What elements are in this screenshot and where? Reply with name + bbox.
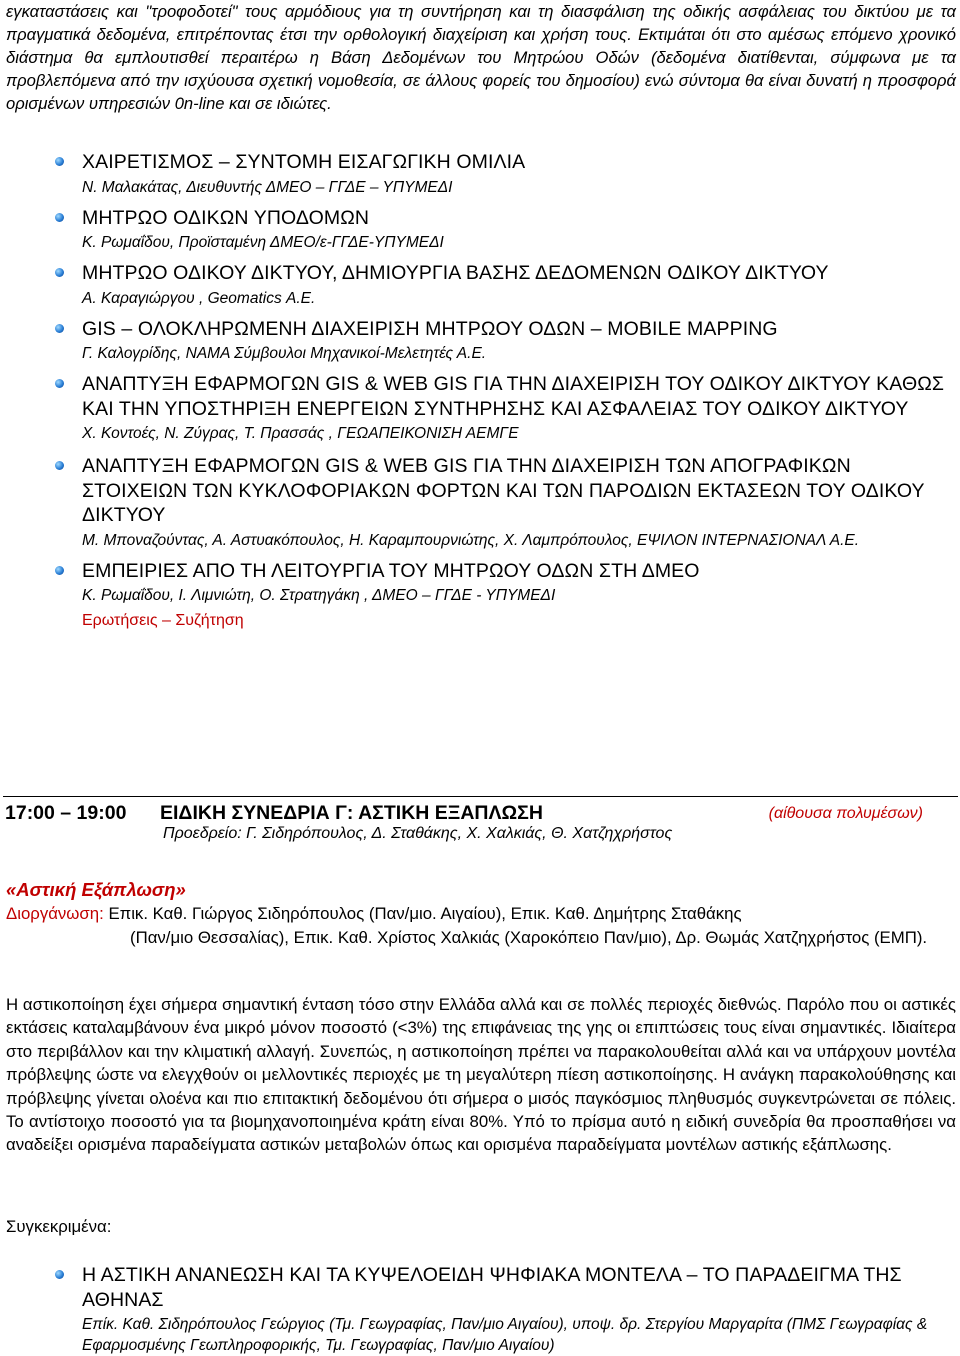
- talk-item: [0, 261, 960, 309]
- talk-item: [0, 206, 960, 254]
- talk-item: [0, 559, 960, 607]
- talk-item: [0, 372, 960, 444]
- bullet-icon: [55, 1270, 64, 1279]
- intro-paragraph: εγκαταστάσεις και "τροφοδοτεί" τους αρμόδιους για τη συντήρηση και τη διασφάλιση της οδικής ασφάλειας του δικτύου με τα πραγματικά δεδομένα, επιτρέποντας έτσι την ορθολογική διαχείριση και χρήση τους. Εκτιμάται ότι στο αμέσως επόμενο χρονικό διάστημα θα εμπλουτισθεί περαιτέρω η Βάση Δεδομένων του Μητρώου Οδών (δεδομένα διατίθενται, σύμφωνα με τα προβλεπόμενα από την ισχύουσα σχετική νομοθεσία, σε άλλους φορείς του δημοσίου) ενώ σύντομα θα είναι δυνατή η προσφορά ορισμένων υπηρεσιών 0n-line και σε ιδιώτες.: [6, 2, 956, 113]
- talk-title: ΑΝΑΠΤΥΞΗ ΕΦΑΡΜΟΓΩΝ GIS & WEB GIS ΓΙΑ ΤΗΝ ΔΙΑΧΕΙΡΙΣΗ ΤΩΝ ΑΠΟΓΡΑΦΙΚΩΝ ΣΤΟΙΧΕΙΩΝ ΤΩΝ ΚΥΚΛΟΦΟΡΙΑΚΩΝ ΦΟΡΤΩΝ ΚΑΙ ΤΩΝ ΠΑΡΟΔΙΩΝ ΕΚΤΑΣΕΩΝ ΤΟΥ ΟΔΙΚΟΥ ΔΙΚΤΥΟΥ: [82, 455, 925, 526]
- bullet-icon: [55, 379, 64, 388]
- talk-title: ΑΝΑΠΤΥΞΗ ΕΦΑΡΜΟΓΩΝ GIS & WEB GIS ΓΙΑ ΤΗΝ ΔΙΑΧΕΙΡΙΣΗ ΤΟΥ ΟΔΙΚΟΥ ΔΙΚΤΥΟΥ ΚΑΘΩΣ ΚΑΙ ΤΗΝ ΥΠΟΣΤΗΡΙΞΗ ΕΝΕΡΓΕΙΩΝ ΣΥΝΤΗΡΗΣΗΣ ΚΑΙ ΑΣΦΑΛΕΙΑΣ ΤΟΥ ΟΔΙΚΟΥ ΔΙΚΤΥΟΥ: [82, 373, 945, 420]
- session1-talk-list: [0, 150, 960, 632]
- bullet-icon: [55, 157, 64, 166]
- talk-title: ΧΑΙΡΕΤΙΣΜΟΣ – ΣΥΝΤΟΜΗ ΕΙΣΑΓΩΓΙΚΗ ΟΜΙΛΙΑ: [82, 151, 526, 173]
- specifically-label: Συγκεκριμένα:: [6, 1217, 112, 1236]
- talk-authors: Επίκ. Καθ. Σιδηρόπουλος Γεώργιος (Τμ. Γεωγραφίας, Παν/μιο Αιγαίου), υποψ. δρ. Στεργίου Μαργαρίτα (ΠΜΣ Γεωγραφίας & Εφαρμοσμένης Γεωπληροφορικής, Τμ. Γεωγραφίας, Παν/μιο Αιγαίου): [82, 1316, 928, 1354]
- talk-item: [0, 150, 960, 198]
- bullet-icon: [55, 324, 64, 333]
- organizers-label: Διοργάνωση:: [6, 904, 104, 923]
- discussion-label: Ερωτήσεις – Συζήτηση: [82, 612, 244, 629]
- session-room: (αίθουσα πολυμέσων): [768, 805, 923, 822]
- organizers-line1: Επικ. Καθ. Γιώργος Σιδηρόπουλος (Παν/μιο. Αιγαίου), Επικ. Καθ. Δημήτρης Σταθάκης: [108, 904, 742, 923]
- talk-authors: Χ. Κοντοές, Ν. Ζύγρας, Τ. Πρασσάς , ΓΕΩΑΠΕΙΚΟΝΙΣΗ ΑΕΜΓΕ: [82, 425, 519, 442]
- session2-talk-list: [0, 1263, 960, 1356]
- organizers-rest: (Παν/μιο Θεσσαλίας), Επικ. Καθ. Χρίστος Χαλκιάς (Χαροκόπειο Παν/μιο), Δρ. Θωμάς Χατζηχρήστος (ΕΜΠ).: [130, 928, 928, 947]
- session-title: ΕΙΔΙΚΗ ΣΥΝΕΔΡΙΑ Γ: ΑΣΤΙΚΗ ΕΞΑΠΛΩΣΗ: [160, 802, 543, 824]
- talk-title: ΜΗΤΡΩΟ ΟΔΙΚΟΥ ΔΙΚΤΥΟΥ, ΔΗΜΙΟΥΡΓΙΑ ΒΑΣΗΣ ΔΕΔΟΜΕΝΩΝ ΟΔΙΚΟΥ ΔΙΚΤΥΟΥ: [82, 262, 829, 284]
- talk-item: [0, 317, 960, 365]
- session-header: [3, 796, 958, 825]
- talk-title: ΕΜΠΕΙΡΙΕΣ ΑΠΟ ΤΗ ΛΕΙΤΟΥΡΓΙΑ ΤΟΥ ΜΗΤΡΩΟΥ ΟΔΩΝ ΣΤΗ ΔΜΕΟ: [82, 559, 700, 582]
- talk-title: ΜΗΤΡΩΟ ΟΔΙΚΩΝ ΥΠΟΔΟΜΩΝ: [82, 206, 370, 229]
- bullet-icon: [55, 566, 64, 575]
- organizers-block: [6, 902, 956, 950]
- talk-authors: Γ. Καλογρίδης, ΝΑΜΑ Σύμβουλοι Μηχανικοί-Μελετητές Α.Ε.: [82, 345, 487, 362]
- session-time: 17:00 – 19:00: [5, 802, 127, 824]
- session-chairs: Προεδρείο: Γ. Σιδηρόπουλος, Δ. Σταθάκης, Χ. Χαλκιάς, Θ. Χατζηχρήστος: [163, 825, 673, 842]
- talk-title: Η ΑΣΤΙΚΗ ΑΝΑΝΕΩΣΗ ΚΑΙ ΤΑ ΚΥΨΕΛΟΕΙΔΗ ΨΗΦΙΑΚΑ ΜΟΝΤΕΛΑ – ΤΟ ΠΑΡΑΔΕΙΓΜΑ ΤΗΣ ΑΘΗΝΑΣ: [82, 1264, 902, 1311]
- organizers-line: [6, 902, 956, 926]
- discussion-item: [0, 610, 960, 632]
- talk-item: [0, 454, 960, 551]
- talk-authors: Κ. Ρωμαΐδου, Ι. Λιμνιώτη, Ο. Στρατηγάκη , ΔΜΕΟ – ΓΓΔΕ - ΥΠΥΜΕΔΙ: [82, 587, 556, 604]
- bullet-icon: [55, 268, 64, 277]
- bullet-icon: [55, 461, 64, 470]
- talk-authors: Ν. Μαλακάτας, Διευθυντής ΔΜΕΟ – ΓΓΔΕ – ΥΠΥΜΕΔΙ: [82, 178, 453, 196]
- talk-authors: Κ. Ρωμαΐδου, Προϊσταμένη ΔΜΕΟ/ε-ΓΓΔΕ-ΥΠΥΜΕΔΙ: [82, 234, 444, 251]
- bullet-icon: [55, 213, 64, 222]
- talk-authors: Μ. Μποναζούντας, Α. Αστυακόπουλος, Η. Καραμπουρνιώτης, Χ. Λαμπρόπουλος, ΕΨΙΛΟΝ ΙΝΤΕΡΝΑΣΙΟΝΑΛ Α.Ε.: [82, 531, 860, 549]
- talk-title: GIS – ΟΛΟΚΛΗΡΩΜΕΝΗ ΔΙΑΧΕΙΡΙΣΗ ΜΗΤΡΩΟΥ ΟΔΩΝ – MOBILE MAPPING: [82, 317, 778, 340]
- talk-authors: Α. Καραγιώργου , Geomatics Α.Ε.: [82, 289, 316, 307]
- body-paragraph: Η αστικοποίηση έχει σήμερα σημαντική ένταση τόσο στην Ελλάδα αλλά και σε πολλές περιοχές διεθνώς. Παρόλο που οι αστικές εκτάσεις καταλαμβάνουν ένα μικρό μόνον ποσοστό (<3%) της επιφάνειας της γης οι επιπτώσεις τους είναι σημαντικές. Ιδιαίτερα στο περιβάλλον και την κλιματική αλλαγή. Συνεπώς, η αστικοποίηση πρέπει να παρακολουθείται αλλά και να υπάρχουν μοντέλα πρόβλεψης ώστε να ελεγχθούν οι μελλοντικές περιοχές με τη μεγαλύτερη πίεση αστικοποίησης. Η ανάγκη παρακολούθησης και πρόβλεψης γίνεται ολοένα και πιο επιτακτική δεδομένου ότι σήμερα ο μισός παγκόσμιος πληθυσμός συγκεντρώνεται σε πόλεις. Το αντίστοιχο ποσοστό για τα βιομηχανοποιημένα κράτη είναι 80%. Υπό το πρίσμα αυτό η ειδική συνεδρία θα προσπαθήσει να αναδείξει ορισμένα παραδείγματα αστικών μεταβολών όπως και ορισμένα παραδείγματα μοντέλων αστικής εξάπλωσης.: [6, 995, 956, 1155]
- talk-item: [0, 1263, 960, 1356]
- section-title: «Αστική Εξάπλωση»: [6, 879, 186, 900]
